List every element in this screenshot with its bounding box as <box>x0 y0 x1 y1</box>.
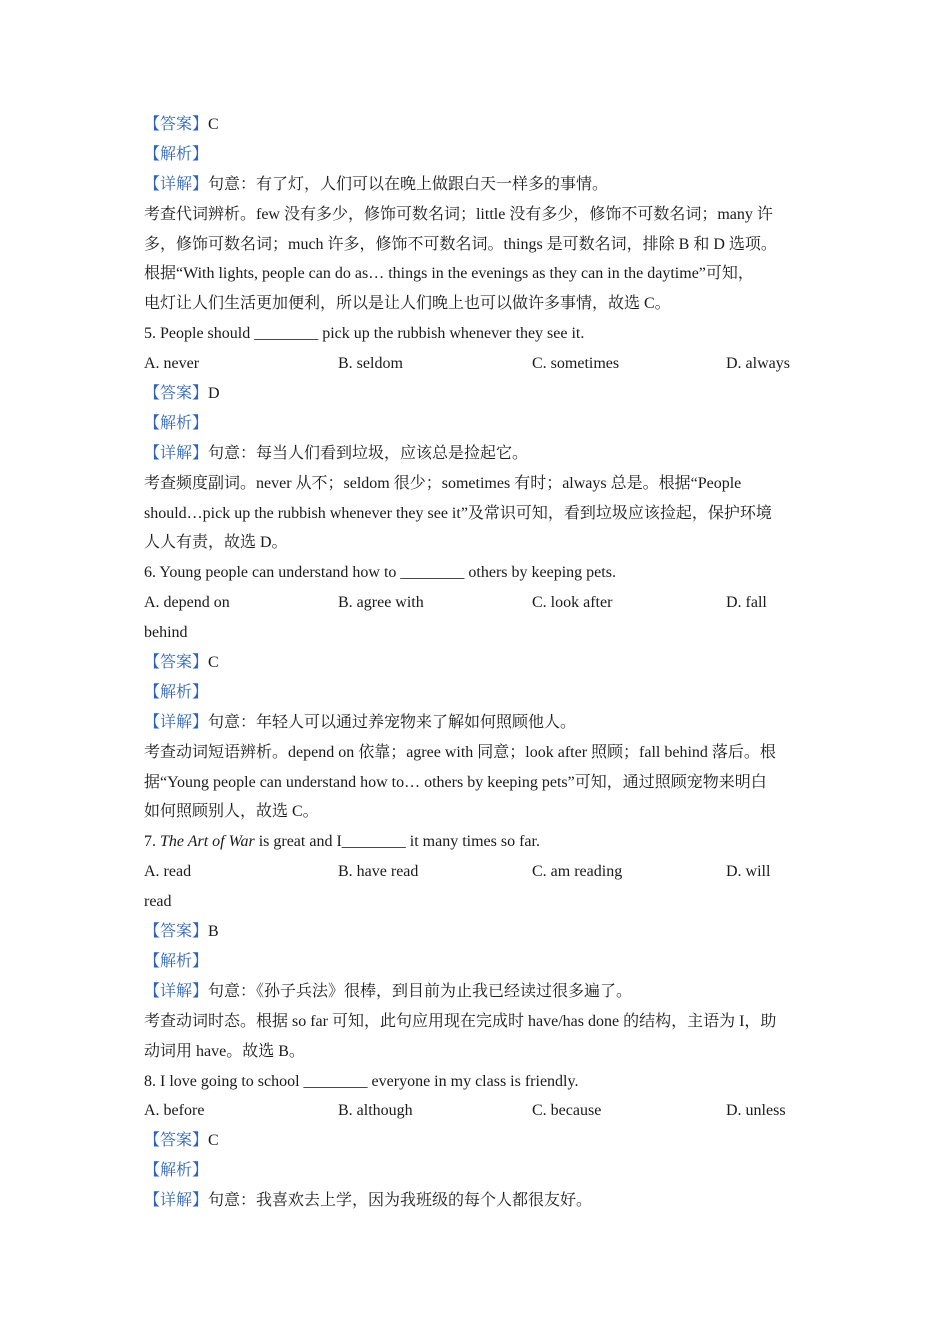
labeled-line <box>144 708 808 738</box>
text-line: 多，修饰可数名词；much 许多，修饰不可数名词。things 是可数名词，排除 B 和 D 选项。 <box>144 235 777 253</box>
text-line: 如何照顾别人，故选 C。 <box>144 803 319 821</box>
text-line: 考查频度副词。never 从不；seldom 很少；sometimes 有时；always 总是。根据“People <box>144 474 742 492</box>
options-row <box>144 1096 808 1126</box>
text-line: behind <box>144 624 188 642</box>
option-text: D. unless <box>726 1102 786 1120</box>
text-line: 考查动词时态。根据 so far 可知，此句应用现在完成时 have/has done 的结构，主语为 I，助 <box>144 1012 777 1030</box>
labeled-line <box>144 140 808 170</box>
option-text: D. always <box>726 355 790 373</box>
labeled-line <box>144 678 808 708</box>
option-text: A. never <box>144 355 200 373</box>
section-label: 【解析】 <box>144 683 209 701</box>
option-text: A. read <box>144 863 192 881</box>
options-row <box>144 588 808 618</box>
text-line: 据“Young people can understand how to… others by keeping pets”可知，通过照顾宠物来明白 <box>144 773 767 791</box>
text-line: 人人有责，故选 D。 <box>144 534 288 552</box>
section-text: D <box>208 385 220 403</box>
document-page <box>144 110 808 1216</box>
section-text: 句意：《孙子兵法》很棒，到目前为止我已经读过很多遍了。 <box>208 982 633 1000</box>
labeled-line <box>144 1186 808 1216</box>
section-label: 【详解】 <box>144 175 209 193</box>
text-line: 8. I love going to school ________ everyone in my class is friendly. <box>144 1072 579 1090</box>
labeled-line <box>144 648 808 678</box>
labeled-line <box>144 977 808 1007</box>
text-line: 5. People should ________ pick up the rubbish whenever they see it. <box>144 325 585 343</box>
section-label: 【详解】 <box>144 444 209 462</box>
labeled-line <box>144 110 808 140</box>
labeled-line <box>144 1156 808 1186</box>
option-text: C. sometimes <box>532 355 620 373</box>
option-text: D. will <box>726 863 771 881</box>
options-row <box>144 349 808 379</box>
option-text: C. because <box>532 1102 602 1120</box>
section-label: 【解析】 <box>144 145 209 163</box>
section-text: 句意：每当人们看到垃圾，应该总是捡起它。 <box>208 444 529 462</box>
question-line <box>144 827 808 857</box>
section-label: 【答案】 <box>144 116 209 133</box>
option-text: A. depend on <box>144 594 230 612</box>
labeled-line <box>144 409 808 439</box>
section-label: 【详解】 <box>144 1192 209 1210</box>
labeled-line <box>144 947 808 977</box>
text-line: read <box>144 893 172 911</box>
option-text: B. although <box>338 1102 413 1120</box>
labeled-line <box>144 439 808 469</box>
labeled-line <box>144 1126 808 1156</box>
section-label: 【解析】 <box>144 414 209 432</box>
section-label: 【答案】 <box>144 923 209 941</box>
section-label: 【详解】 <box>144 713 209 731</box>
section-label: 【答案】 <box>144 1132 209 1150</box>
option-text: B. seldom <box>338 355 403 373</box>
section-text: C <box>208 654 219 672</box>
option-text: A. before <box>144 1102 205 1120</box>
option-text: B. agree with <box>338 594 424 612</box>
options-row <box>144 857 808 887</box>
text-line: 动词用 have。故选 B。 <box>144 1042 305 1060</box>
section-text: 句意：我喜欢去上学，因为我班级的每个人都很友好。 <box>208 1192 593 1210</box>
book-title: The Art of War <box>160 833 255 851</box>
section-label: 【解析】 <box>144 952 209 970</box>
option-text: C. am reading <box>532 863 623 881</box>
text-line: 电灯让人们生活更加便利，所以是让人们晚上也可以做许多事情，故选 C。 <box>144 295 671 313</box>
text-line: 6. Young people can understand how to ________ others by keeping pets. <box>144 564 616 582</box>
option-text: B. have read <box>338 863 419 881</box>
section-label: 【解析】 <box>144 1162 209 1180</box>
question-number: 7. <box>144 833 160 851</box>
section-text: C <box>208 1132 219 1150</box>
text-line: 考查动词短语辨析。depend on 依靠；agree with 同意；look after 照顾；fall behind 落后。根 <box>144 743 776 761</box>
section-label: 【答案】 <box>144 654 209 672</box>
section-label: 【答案】 <box>144 385 209 403</box>
text-line: should…pick up the rubbish whenever they see it”及常识可知，看到垃圾应该捡起，保护环境 <box>144 504 772 522</box>
labeled-line <box>144 379 808 409</box>
section-text: C <box>208 116 219 133</box>
option-text: D. fall <box>726 594 767 612</box>
text-line: 考查代词辨析。few 没有多少，修饰可数名词；little 没有多少，修饰不可数名词；many 许 <box>144 205 773 223</box>
section-text: 句意：年轻人可以通过养宠物来了解如何照顾他人。 <box>208 713 577 731</box>
question-text: is great and I________ it many times so far. <box>254 833 540 851</box>
text-line: 根据“With lights, people can do as… things in the evenings as they can in the daytime”可知， <box>144 265 754 283</box>
section-text: B <box>208 923 219 941</box>
labeled-line <box>144 170 808 200</box>
labeled-line <box>144 917 808 947</box>
section-label: 【详解】 <box>144 982 209 1000</box>
option-text: C. look after <box>532 594 613 612</box>
section-text: 句意：有了灯，人们可以在晚上做跟白天一样多的事情。 <box>208 175 609 193</box>
